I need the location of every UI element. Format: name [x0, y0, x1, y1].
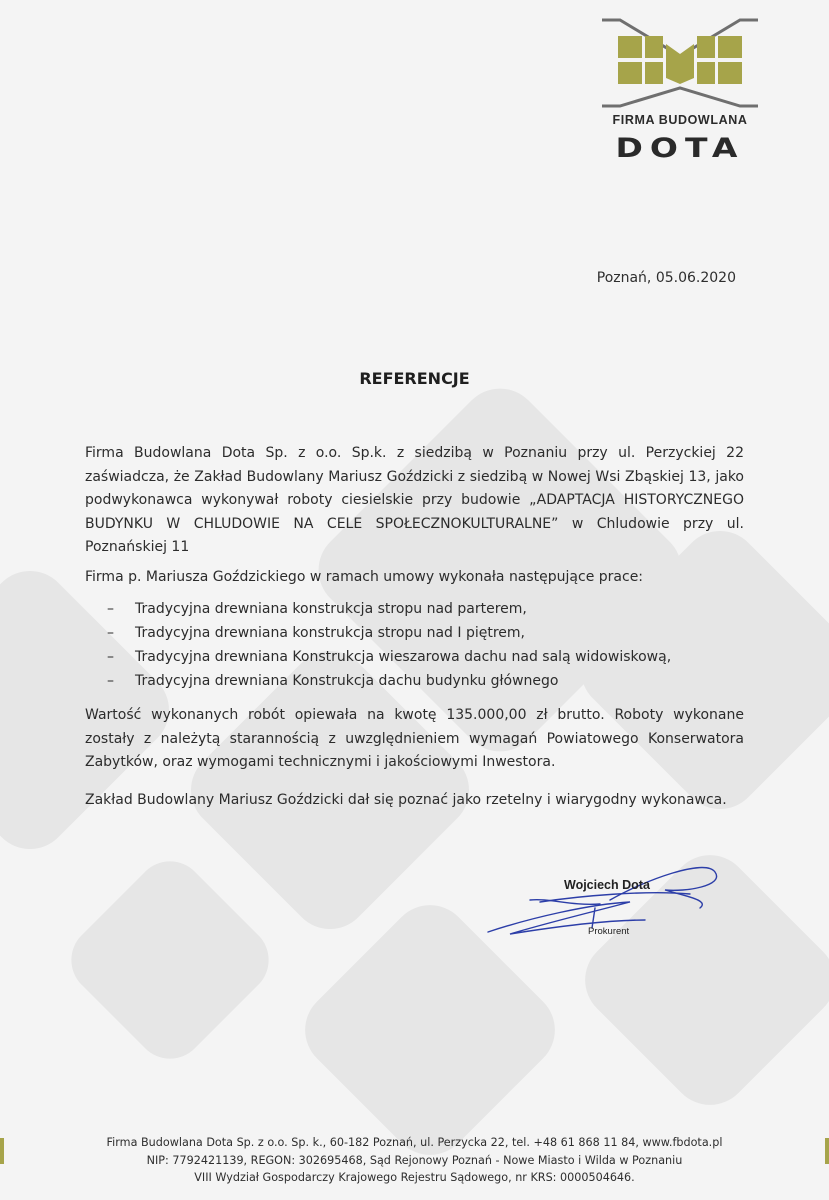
- dota-logo-icon: [600, 18, 760, 108]
- works-list: [107, 597, 671, 693]
- signatory-role: Prokurent: [588, 926, 630, 937]
- list-item-text: Tradycyjna drewniana konstrukcja stropu nad parterem,: [135, 601, 527, 617]
- logo-subtitle: FIRMA BUDOWLANA: [612, 113, 748, 127]
- signature-block: [470, 860, 730, 950]
- list-item: [107, 597, 671, 621]
- left-edge-mark: [0, 1138, 4, 1164]
- works-intro-paragraph: Firma p. Mariusza Goździckiego w ramach umowy wykonała następujące prace:: [85, 569, 644, 585]
- list-item: [107, 669, 671, 693]
- page-title: REFERENCJE: [359, 369, 470, 388]
- closing-paragraph: Zakład Budowlany Mariusz Goździcki dał się poznać jako rzetelny i wiarygodny wykonawca.: [85, 792, 727, 808]
- list-item: [107, 645, 671, 669]
- bullet-dash: –: [107, 649, 114, 665]
- footer-line: Firma Budowlana Dota Sp. z o.o. Sp. k., 60-182 Poznań, ul. Perzycka 22, tel. +48 61 868 11 84, www.fbdota.pl: [106, 1136, 723, 1149]
- right-edge-mark: [825, 1138, 829, 1164]
- bullet-dash: –: [107, 673, 114, 689]
- intro-paragraph: Firma Budowlana Dota Sp. z o.o. Sp.k. z siedzibą w Poznaniu przy ul. Perzyckiej 22 zaświadcza, że Zakład Budowlany Mariusz Goździcki z siedzibą w Nowej Wsi Zbąskiej 13, jako podwykonawca wykonywał roboty ciesielskie przy budowie „ADAPTACJA HISTORYCZNEGO BUDYNKU W CHLUDOWIE NA CELE SPOŁECZNOKULTURALNE” w Chludowie przy ul. Poznańskiej 11: [85, 445, 744, 555]
- bullet-dash: –: [107, 601, 114, 617]
- list-item: [107, 621, 671, 645]
- signatory-name: Wojciech Dota: [564, 878, 650, 892]
- list-item-text: Tradycyjna drewniana Konstrukcja wieszarowa dachu nad salą widowiskową,: [135, 649, 672, 665]
- footer-line: NIP: 7792421139, REGON: 302695468, Sąd Rejonowy Poznań - Nowe Miasto i Wilda w Poznaniu: [146, 1153, 683, 1167]
- logo-name: DOTA: [615, 131, 745, 164]
- list-item-text: Tradycyjna drewniana Konstrukcja dachu budynku głównego: [135, 673, 559, 689]
- letter-date: Poznań, 05.06.2020: [596, 270, 736, 286]
- footer-line: VIII Wydział Gospodarczy Krajowego Rejestru Sądowego, nr KRS: 0000504646.: [194, 1171, 635, 1184]
- list-item-text: Tradycyjna drewniana konstrukcja stropu nad I piętrem,: [135, 625, 526, 641]
- value-paragraph: Wartość wykonanych robót opiewała na kwotę 135.000,00 zł brutto. Roboty wykonane zostały z należytą starannością z uwzględnieniem wymagań Powiatowego Konserwatora Zabytków, oraz wymogami technicznymi i jakościowymi Inwestora.: [85, 707, 744, 770]
- bullet-dash: –: [107, 625, 114, 641]
- footer: [0, 1134, 829, 1187]
- company-logo: [596, 18, 764, 168]
